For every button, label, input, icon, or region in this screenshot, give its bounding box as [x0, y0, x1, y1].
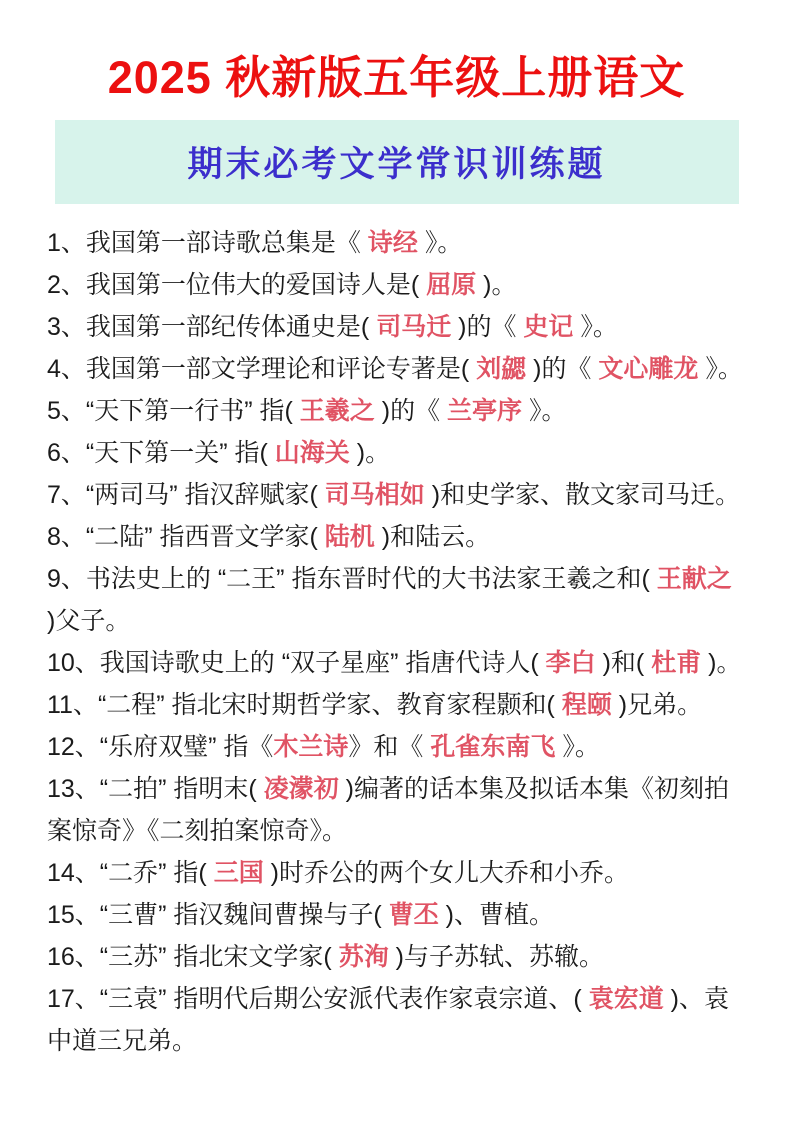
answer-text: 诗经: [367, 229, 418, 257]
answer-text: 文心雕龙: [598, 355, 699, 383]
question-text: )的《: [526, 355, 599, 383]
question-text: )。: [476, 271, 517, 299]
question-item: [47, 390, 747, 432]
answer-text: 程颐: [561, 691, 612, 719]
answer-text: 袁宏道: [588, 985, 664, 1013]
questions-list: [0, 222, 793, 1062]
question-text: 6、“天下第一关” 指(: [47, 439, 275, 467]
question-item: [47, 222, 747, 264]
question-text: 12、“乐府双璧” 指《: [47, 733, 274, 761]
answer-text: 山海关: [274, 439, 350, 467]
answer-text: 孔雀东南飞: [430, 733, 556, 761]
question-text: )时乔公的两个女儿大乔和小乔。: [263, 859, 629, 887]
subtitle-banner: [55, 120, 739, 204]
answer-text: 刘勰: [476, 355, 527, 383]
question-text: 5、“天下第一行书” 指(: [47, 397, 300, 425]
answer-text: 屈原: [426, 271, 477, 299]
answer-text: 曹丕: [388, 901, 439, 929]
answer-text: 王羲之: [299, 397, 375, 425]
answer-text: 陆机: [324, 523, 375, 551]
question-text: 7、“两司马” 指汉辞赋家(: [47, 481, 325, 509]
question-text: 》。: [698, 355, 743, 383]
question-text: 16、“三苏” 指北宋文学家(: [47, 943, 339, 971]
question-text: 9、书法史上的 “二王” 指东晋时代的大书法家王羲之和(: [47, 565, 657, 593]
question-text: )和(: [595, 649, 652, 677]
question-text: )兄弟。: [611, 691, 703, 719]
question-item: [47, 894, 747, 936]
question-text: 》和《: [348, 733, 431, 761]
question-text: 3、我国第一部纪传体通史是(: [47, 313, 377, 341]
answer-text: 王献之: [656, 565, 732, 593]
question-text: 10、我国诗歌史上的 “双子星座” 指唐代诗人(: [47, 649, 546, 677]
question-text: 11、“二程” 指北宋时期哲学家、教育家程颢和(: [47, 691, 562, 719]
question-text: )和陆云。: [374, 523, 491, 551]
question-text: 14、“二乔” 指(: [47, 859, 214, 887]
question-text: 2、我国第一位伟大的爱国诗人是(: [47, 271, 427, 299]
page-title: 2025 秋新版五年级上册语文: [107, 52, 686, 103]
question-item: [47, 936, 747, 978]
question-text: 》。: [522, 397, 567, 425]
question-text: )、袁中道三兄弟。: [47, 985, 729, 1055]
question-item: [47, 852, 747, 894]
question-text: 4、我国第一部文学理论和评论专著是(: [47, 355, 477, 383]
question-item: [47, 978, 747, 1062]
answer-text: 史记: [523, 313, 574, 341]
question-text: 》。: [555, 733, 600, 761]
question-item: [47, 642, 747, 684]
question-text: )和史学家、散文家司马迁。: [424, 481, 741, 509]
answer-text: 杜甫: [651, 649, 702, 677]
question-text: 13、“二拍” 指明末(: [47, 775, 264, 803]
question-item: [47, 348, 747, 390]
question-item: [47, 474, 747, 516]
question-text: )、曹植。: [438, 901, 554, 929]
question-text: )编著的话本集及拟话本集《初刻拍案惊奇》《二刻拍案惊奇》。: [47, 775, 729, 845]
answer-text: 木兰诗: [273, 733, 349, 761]
question-text: )与子苏轼、苏辙。: [388, 943, 604, 971]
question-text: )。: [701, 649, 742, 677]
question-text: 15、“三曹” 指汉魏间曹操与子(: [47, 901, 389, 929]
question-item: [47, 558, 747, 642]
question-item: [47, 768, 747, 852]
answer-text: 李白: [545, 649, 596, 677]
question-text: )的《: [374, 397, 448, 425]
answer-text: 司马迁: [376, 313, 452, 341]
question-text: )的《: [451, 313, 524, 341]
question-item: [47, 306, 747, 348]
question-text: )。: [349, 439, 391, 467]
question-text: 》。: [417, 229, 463, 257]
question-item: [47, 264, 747, 306]
subtitle-text: 期末必考文学常识训练题: [187, 145, 606, 184]
question-text: 》。: [573, 313, 618, 341]
question-item: [47, 516, 747, 558]
question-text: 1、我国第一部诗歌总集是《: [47, 229, 368, 257]
question-text: 17、“三袁” 指明代后期公安派代表作家袁宗道、(: [47, 985, 589, 1013]
question-item: [47, 726, 747, 768]
question-text: 8、“二陆” 指西晋文学家(: [47, 523, 325, 551]
question-item: [47, 432, 747, 474]
answer-text: 凌濛初: [263, 775, 339, 803]
question-text: )父子。: [47, 607, 131, 635]
answer-text: 兰亭序: [447, 397, 523, 425]
answer-text: 司马相如: [324, 481, 425, 509]
answer-text: 三国: [213, 859, 264, 887]
question-item: [47, 684, 747, 726]
answer-text: 苏洵: [338, 943, 389, 971]
